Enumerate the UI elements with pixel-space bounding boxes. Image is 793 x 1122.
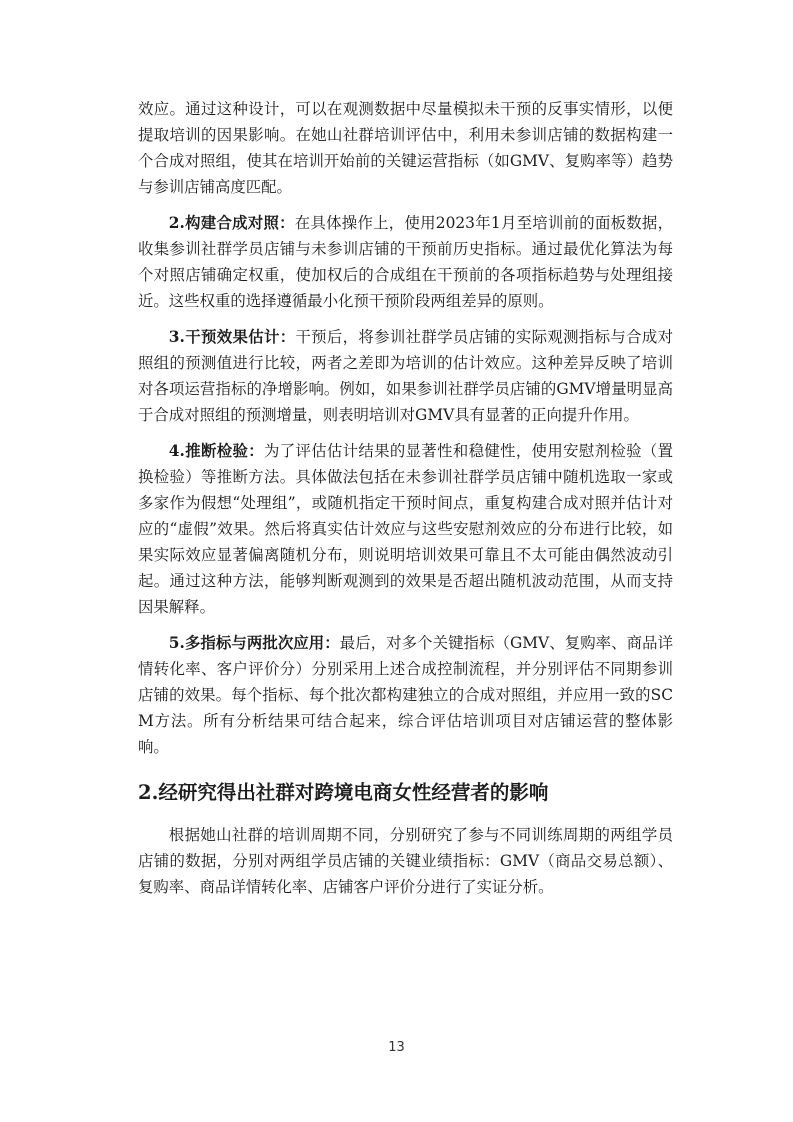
step-text: 干预后，将参训社群学员店铺的实际观测指标与合成对照组的预测值进行比较，两者之差即为培训的估计效应。这种差异反映了培训对各项运营指标的净增影响。例如，如果参训社群学员店铺的GMV增量明显高于合成对照组的预测增量，则表明培训对GMV具有显著的正向提升作用。 — [138, 328, 673, 424]
step-lead: 4.推断检验： — [168, 442, 264, 460]
step-text: 最后，对多个关键指标（GMV、复购率、商品详情转化率、客户评价分）分别采用上述合成控制流程，并分别评估不同期参训店铺的效果。每个指标、每个批次都构建独立的合成对照组，并应用一致的SCM方法。所有分析结果可结合起来，综合评估培训项目对店铺运营的整体影响。 — [138, 634, 673, 756]
step-lead: 3.干预效果估计： — [168, 328, 296, 346]
page-content — [138, 96, 673, 910]
step-paragraph-multi-metric-application — [138, 630, 673, 760]
step-text: 在具体操作上，使用2023年1月至培训前的面板数据，收集参训社群学员店铺与未参训店铺的干预前历史指标。通过最优化算法为每个对照店铺确定权重，使加权后的合成组在干预前的各项指标趋势与处理组接近。这些权重的选择遵循最小化预干预阶段两组差异的原则。 — [138, 214, 673, 310]
section-heading: 2.经研究得出社群对跨境电商女性经营者的影响 — [138, 781, 549, 804]
section-paragraph: 根据她山社群的培训周期不同，分别研究了参与不同训练周期的两组学员店铺的数据，分别对两组学员店铺的关键业绩指标：GMV（商品交易总额）、复购率、商品详情转化率、店铺客户评价分进行了实证分析。 — [138, 826, 673, 896]
step-lead: 2.构建合成对照： — [168, 214, 295, 232]
step-text: 为了评估估计结果的显著性和稳健性，使用安慰剂检验（置换检验）等推断方法。具体做法包括在未参训社群学员店铺中随机选取一家或多家作为假想“处理组”，或随机指定干预时间点，重复构建合成对照并估计对应的“虚假”效果。然后将真实估计效应与这些安慰剂效应的分布进行比较，如果实际效应显著偏离随机分布，则说明培训效果可靠且不太可能由偶然波动引起。通过这种方法，能够判断观测到的效果是否超出随机波动范围，从而支持因果解释。 — [138, 442, 673, 616]
step-lead: 5.多指标与两批次应用： — [168, 634, 340, 652]
page-number: 13 — [388, 1040, 405, 1055]
step-paragraph-inference-test — [138, 438, 673, 620]
intro-paragraph: 效应。通过这种设计，可以在观测数据中尽量模拟未干预的反事实情形，以便提取培训的因果影响。在她山社群培训评估中，利用未参训店铺的数据构建一个合成对照组，使其在培训开始前的关键运营指标（如GMV、复购率等）趋势与参训店铺高度匹配。 — [138, 100, 673, 196]
step-paragraph-effect-estimation — [138, 324, 673, 428]
step-paragraph-build-synthetic-control — [138, 210, 673, 314]
